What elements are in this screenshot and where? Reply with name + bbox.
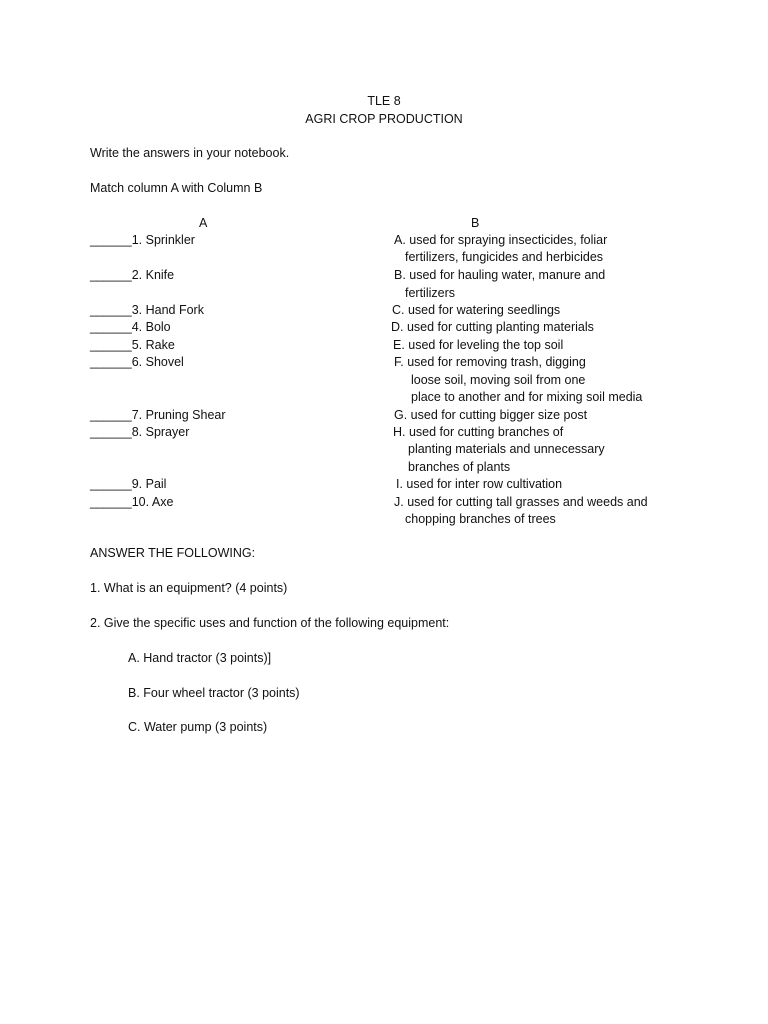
column-b-line: C. used for watering seedlings [392,303,561,317]
column-a-item: ______8. Sprayer [90,425,190,439]
instruction-match: Match column A with Column B [90,181,263,195]
column-b-line: A. used for spraying insecticides, foliar [394,233,608,247]
column-a-item: ______2. Knife [90,268,175,282]
column-b-line: chopping branches of trees [405,512,556,526]
answer-heading: ANSWER THE FOLLOWING: [90,546,256,560]
column-b-line: branches of plants [408,460,511,474]
column-a-item: ______9. Pail [90,477,167,491]
course-title: TLE 8 [367,94,401,108]
question-2: 2. Give the specific uses and function of the following equipment: [90,616,450,630]
column-b-line: E. used for leveling the top soil [393,338,564,352]
sub-question-water-pump: C. Water pump (3 points) [128,720,268,734]
column-a-item: ______6. Shovel [90,355,184,369]
column-a-item: ______7. Pruning Shear [90,408,226,422]
column-b-line: I. used for inter row cultivation [396,477,563,491]
subject-title: AGRI CROP PRODUCTION [305,112,463,126]
question-1: 1. What is an equipment? (4 points) [90,581,288,595]
column-b-line: J. used for cutting tall grasses and weeds and [394,495,648,509]
column-a-item: ______5. Rake [90,338,175,352]
column-a-item: ______10. Axe [90,495,174,509]
sub-question-hand-tractor: A. Hand tractor (3 points)] [128,651,272,665]
column-a-header: A [199,216,208,230]
column-a-item: ______4. Bolo [90,320,171,334]
column-b-line: place to another and for mixing soil media [411,390,643,404]
column-b-line: D. used for cutting planting materials [391,320,594,334]
column-b-line: B. used for hauling water, manure and [394,268,606,282]
column-a-item: ______3. Hand Fork [90,303,204,317]
column-b-line: H. used for cutting branches of [393,425,564,439]
column-b-line: fertilizers, fungicides and herbicides [405,250,604,264]
column-b-line: F. used for removing trash, digging [394,355,586,369]
instruction-notebook: Write the answers in your notebook. [90,146,290,160]
column-b-line: G. used for cutting bigger size post [394,408,588,422]
column-b-line: fertilizers [405,286,456,300]
column-b-header: B [471,216,480,230]
column-a-item: ______1. Sprinkler [90,233,195,247]
column-b-line: loose soil, moving soil from one [411,373,586,387]
sub-question-four-wheel-tractor: B. Four wheel tractor (3 points) [128,686,300,700]
column-b-line: planting materials and unnecessary [408,442,605,456]
